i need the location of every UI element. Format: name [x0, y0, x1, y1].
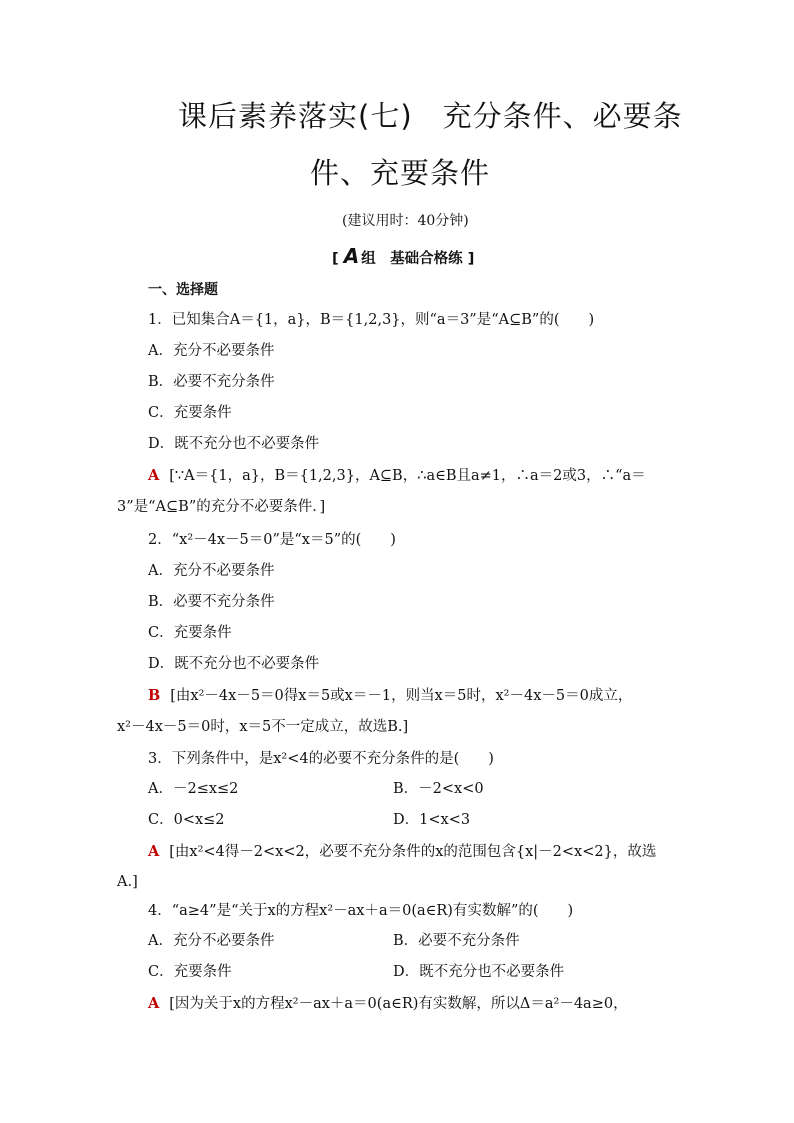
- q3-answer: A: [148, 843, 160, 860]
- q3-option-d: D．1<x<3: [393, 812, 471, 828]
- q1-explanation-line1: [148, 466, 646, 486]
- q1-explanation-text: [∵A＝{1，a}，B＝{1,2,3}，A⊆B，∴a∈B且a≠1，∴a＝2或3，∴“a＝: [169, 468, 646, 484]
- q2-explanation-text: [由x²－4x－5＝0得x＝5或x＝－1，则当x＝5时，x²－4x－5＝0成立，: [170, 688, 633, 704]
- q3-stem: 3．下列条件中，是x²<4的必要不充分条件的是( ): [148, 751, 494, 767]
- group-header: [332, 244, 474, 268]
- q1-option-c: C．充要条件: [148, 405, 232, 421]
- q2-option-b: B．必要不充分条件: [148, 594, 275, 610]
- group-bracket-open: [: [332, 251, 339, 267]
- q2-explanation-line2: x²－4x－5＝0时，x＝5不一定成立，故选B.]: [117, 719, 409, 735]
- q4-stem: 4．“a≥4”是“关于x的方程x²－ax＋a＝0(a∈R)有实数解”的( ): [148, 903, 574, 919]
- q2-stem: 2．“x²－4x－5＝0”是“x＝5”的( ): [148, 532, 396, 548]
- q4-option-c: C．充要条件: [148, 964, 232, 980]
- q4-explanation-line1: [148, 994, 628, 1014]
- q3-option-a: A．－2≤x≤2: [148, 781, 239, 797]
- section-heading: 一、选择题: [148, 282, 218, 298]
- group-label: 组 基础合格练: [361, 251, 463, 267]
- q4-option-d: D．既不充分也不必要条件: [393, 964, 565, 980]
- group-letter: A: [343, 244, 360, 268]
- q3-explanation-text: [由x²<4得－2<x<2，必要不充分条件的x的范围包含{x|－2<x<2}，故选: [169, 844, 657, 860]
- q1-answer: A: [148, 467, 160, 484]
- suggested-time: (建议用时：40分钟): [342, 213, 469, 229]
- page-title-line2: 件、充要条件: [310, 156, 491, 190]
- q1-option-a: A．充分不必要条件: [148, 343, 275, 359]
- q3-option-b: B．－2<x<0: [393, 781, 484, 797]
- q2-explanation-line1: [148, 686, 632, 706]
- q1-option-d: D．既不充分也不必要条件: [148, 436, 320, 452]
- q3-explanation-line2: A.]: [117, 874, 138, 890]
- group-bracket-close: ]: [467, 251, 475, 267]
- q1-explanation-line2: 3”是“A⊆B”的充分不必要条件．]: [117, 499, 326, 515]
- q3-option-c: C．0<x≤2: [148, 812, 225, 828]
- q4-option-a: A．充分不必要条件: [148, 933, 275, 949]
- q4-option-b: B．必要不充分条件: [393, 933, 520, 949]
- q2-option-a: A．充分不必要条件: [148, 563, 275, 579]
- q4-explanation-text: [因为关于x的方程x²－ax＋a＝0(a∈R)有实数解，所以Δ＝a²－4a≥0，: [169, 996, 628, 1012]
- page-title-line1: 课后素养落实(七) 充分条件、必要条: [178, 99, 683, 133]
- q4-answer: A: [148, 995, 160, 1012]
- q3-explanation-line1: [148, 842, 656, 862]
- q2-answer: B: [148, 687, 161, 704]
- q1-option-b: B．必要不充分条件: [148, 374, 275, 390]
- q2-option-c: C．充要条件: [148, 625, 232, 641]
- q2-option-d: D．既不充分也不必要条件: [148, 656, 320, 672]
- q1-stem: 1．已知集合A＝{1，a}，B＝{1,2,3}，则“a＝3”是“A⊆B”的( ): [148, 312, 595, 328]
